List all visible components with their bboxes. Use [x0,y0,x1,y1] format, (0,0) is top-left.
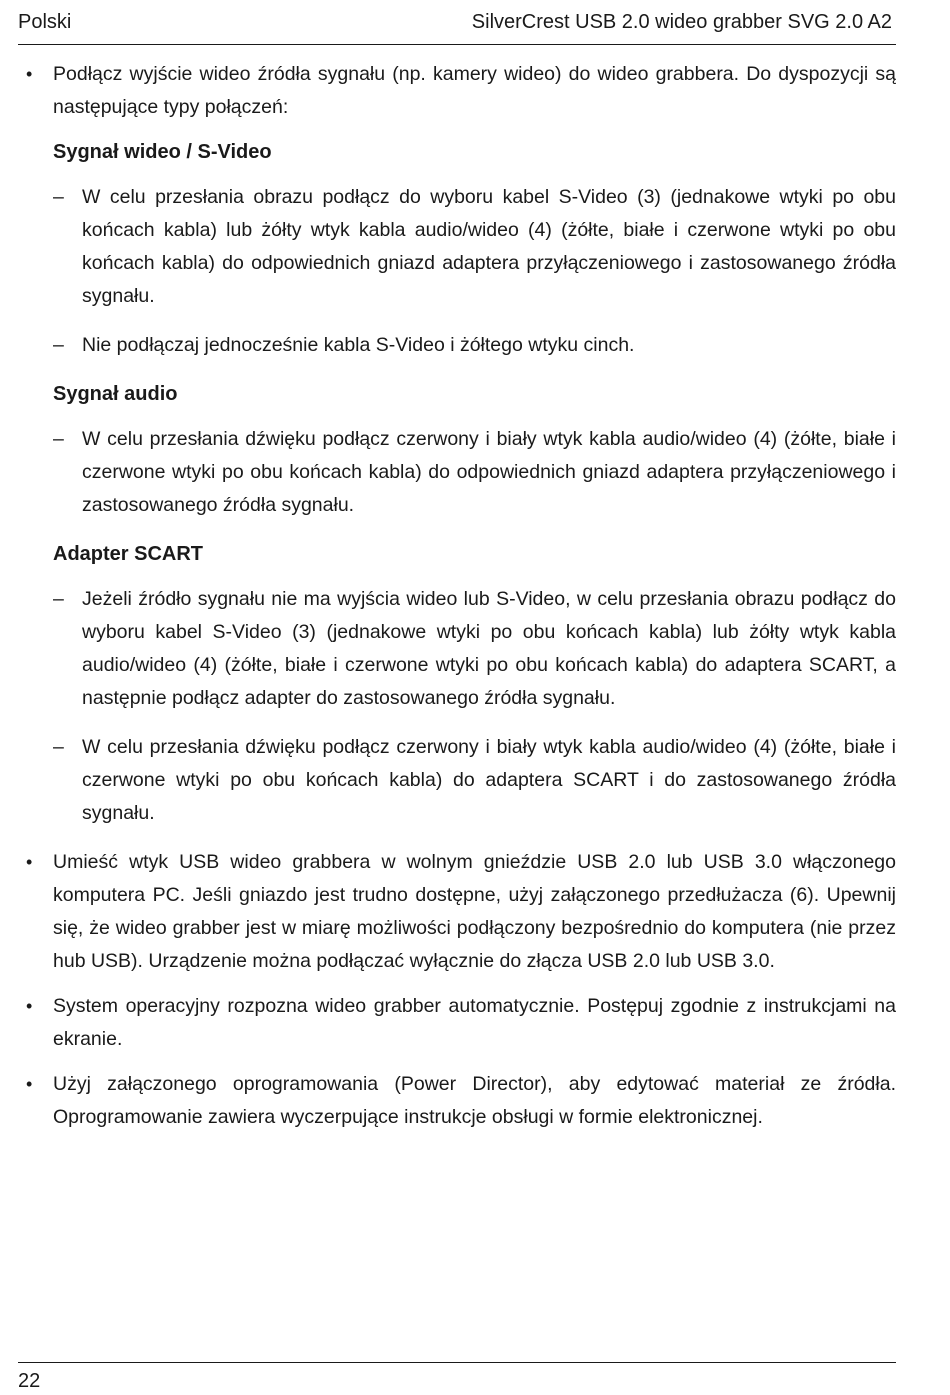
page-number: 22 [18,1370,41,1392]
bullet-item [18,846,896,978]
bullet-text: Umieść wtyk USB wideo grabbera w wolnym gnieździe USB 2.0 lub USB 3.0 włączonego komputera PC. Jeśli gniazdo jest trudno dostępne, użyj załączonego przedłużacza (6). Upewnij się, że wideo grabber jest w miarę możliwości podłączony bezpośrednio do komputera (nie przez hub USB). Urządzenie można podłączać wyłącznie do złącza USB 2.0 lub USB 3.0. [53,851,896,972]
header-product-title: SilverCrest USB 2.0 wideo grabber SVG 2.0 A2 [471,11,892,33]
bullet-icon: • [26,1074,33,1094]
dash-text: W celu przesłania dźwięku podłącz czerwony i biały wtyk kabla audio/wideo (4) (żółte, białe i czerwone wtyki po obu końcach kabla) do adaptera SCART i do zastosowanego źródła sygnału. [82,736,896,824]
dash-text: W celu przesłania obrazu podłącz do wyboru kabel S-Video (3) (jednakowe wtyki po obu końcach kabla) lub żółty wtyk kabla audio/wideo (4) (żółte, białe i czerwone wtyki po obu końcach kabla) do odpowiednich gniazd adaptera przyłączeniowego i zastosowanego źródła sygnału. [82,186,896,307]
dash-icon: – [53,588,64,610]
section-heading-video: Sygnał wideo / S-Video [53,141,272,163]
dash-text: Jeżeli źródło sygnału nie ma wyjścia wideo lub S-Video, w celu przesłania obrazu podłącz do wyboru kabel S-Video (3) (jednakowe wtyki po obu końcach kabla) lub żółty wtyk kabla audio/wideo (4) (żółte, białe i czerwone wtyki po obu końcach kabla) do adaptera SCART, a następnie podłącz adapter do zastosowanego źródła sygnału. [82,588,896,709]
dash-item [18,329,896,362]
bullet-text: Podłącz wyjście wideo źródła sygnału (np. kamery wideo) do wideo grabbera. Do dyspozycji są następujące typy połączeń: [53,63,896,118]
dash-item [18,731,896,830]
bullet-icon: • [26,996,33,1016]
dash-item [18,423,896,522]
page-content [18,58,896,1134]
bullet-icon: • [26,852,33,872]
dash-text: W celu przesłania dźwięku podłącz czerwony i biały wtyk kabla audio/wideo (4) (żółte, białe i czerwone wtyki po obu końcach kabla) do odpowiednich gniazd adaptera przyłączeniowego i zastosowanego źródła sygnału. [82,428,896,516]
bullet-text: Użyj załączonego oprogramowania (Power Director), aby edytować materiał ze źródła. Oprogramowanie zawiera wyczerpujące instrukcje obsługi w formie elektronicznej. [53,1073,896,1128]
section-heading-scart: Adapter SCART [53,543,204,565]
bullet-item [18,58,896,124]
bullet-item [18,990,896,1056]
page-header [18,8,896,45]
section-heading-audio: Sygnał audio [53,383,178,405]
header-language: Polski [18,11,72,33]
dash-icon: – [53,736,64,758]
dash-icon: – [53,334,64,356]
dash-item [18,181,896,313]
dash-icon: – [53,428,64,450]
dash-icon: – [53,186,64,208]
dash-item [18,583,896,715]
bullet-item [18,1068,896,1134]
bullet-text: System operacyjny rozpozna wideo grabber automatycznie. Postępuj zgodnie z instrukcjami na ekranie. [53,995,896,1050]
dash-text: Nie podłączaj jednocześnie kabla S-Video i żółtego wtyku cinch. [82,334,635,356]
bullet-icon: • [26,64,33,84]
page-footer [18,1362,896,1395]
